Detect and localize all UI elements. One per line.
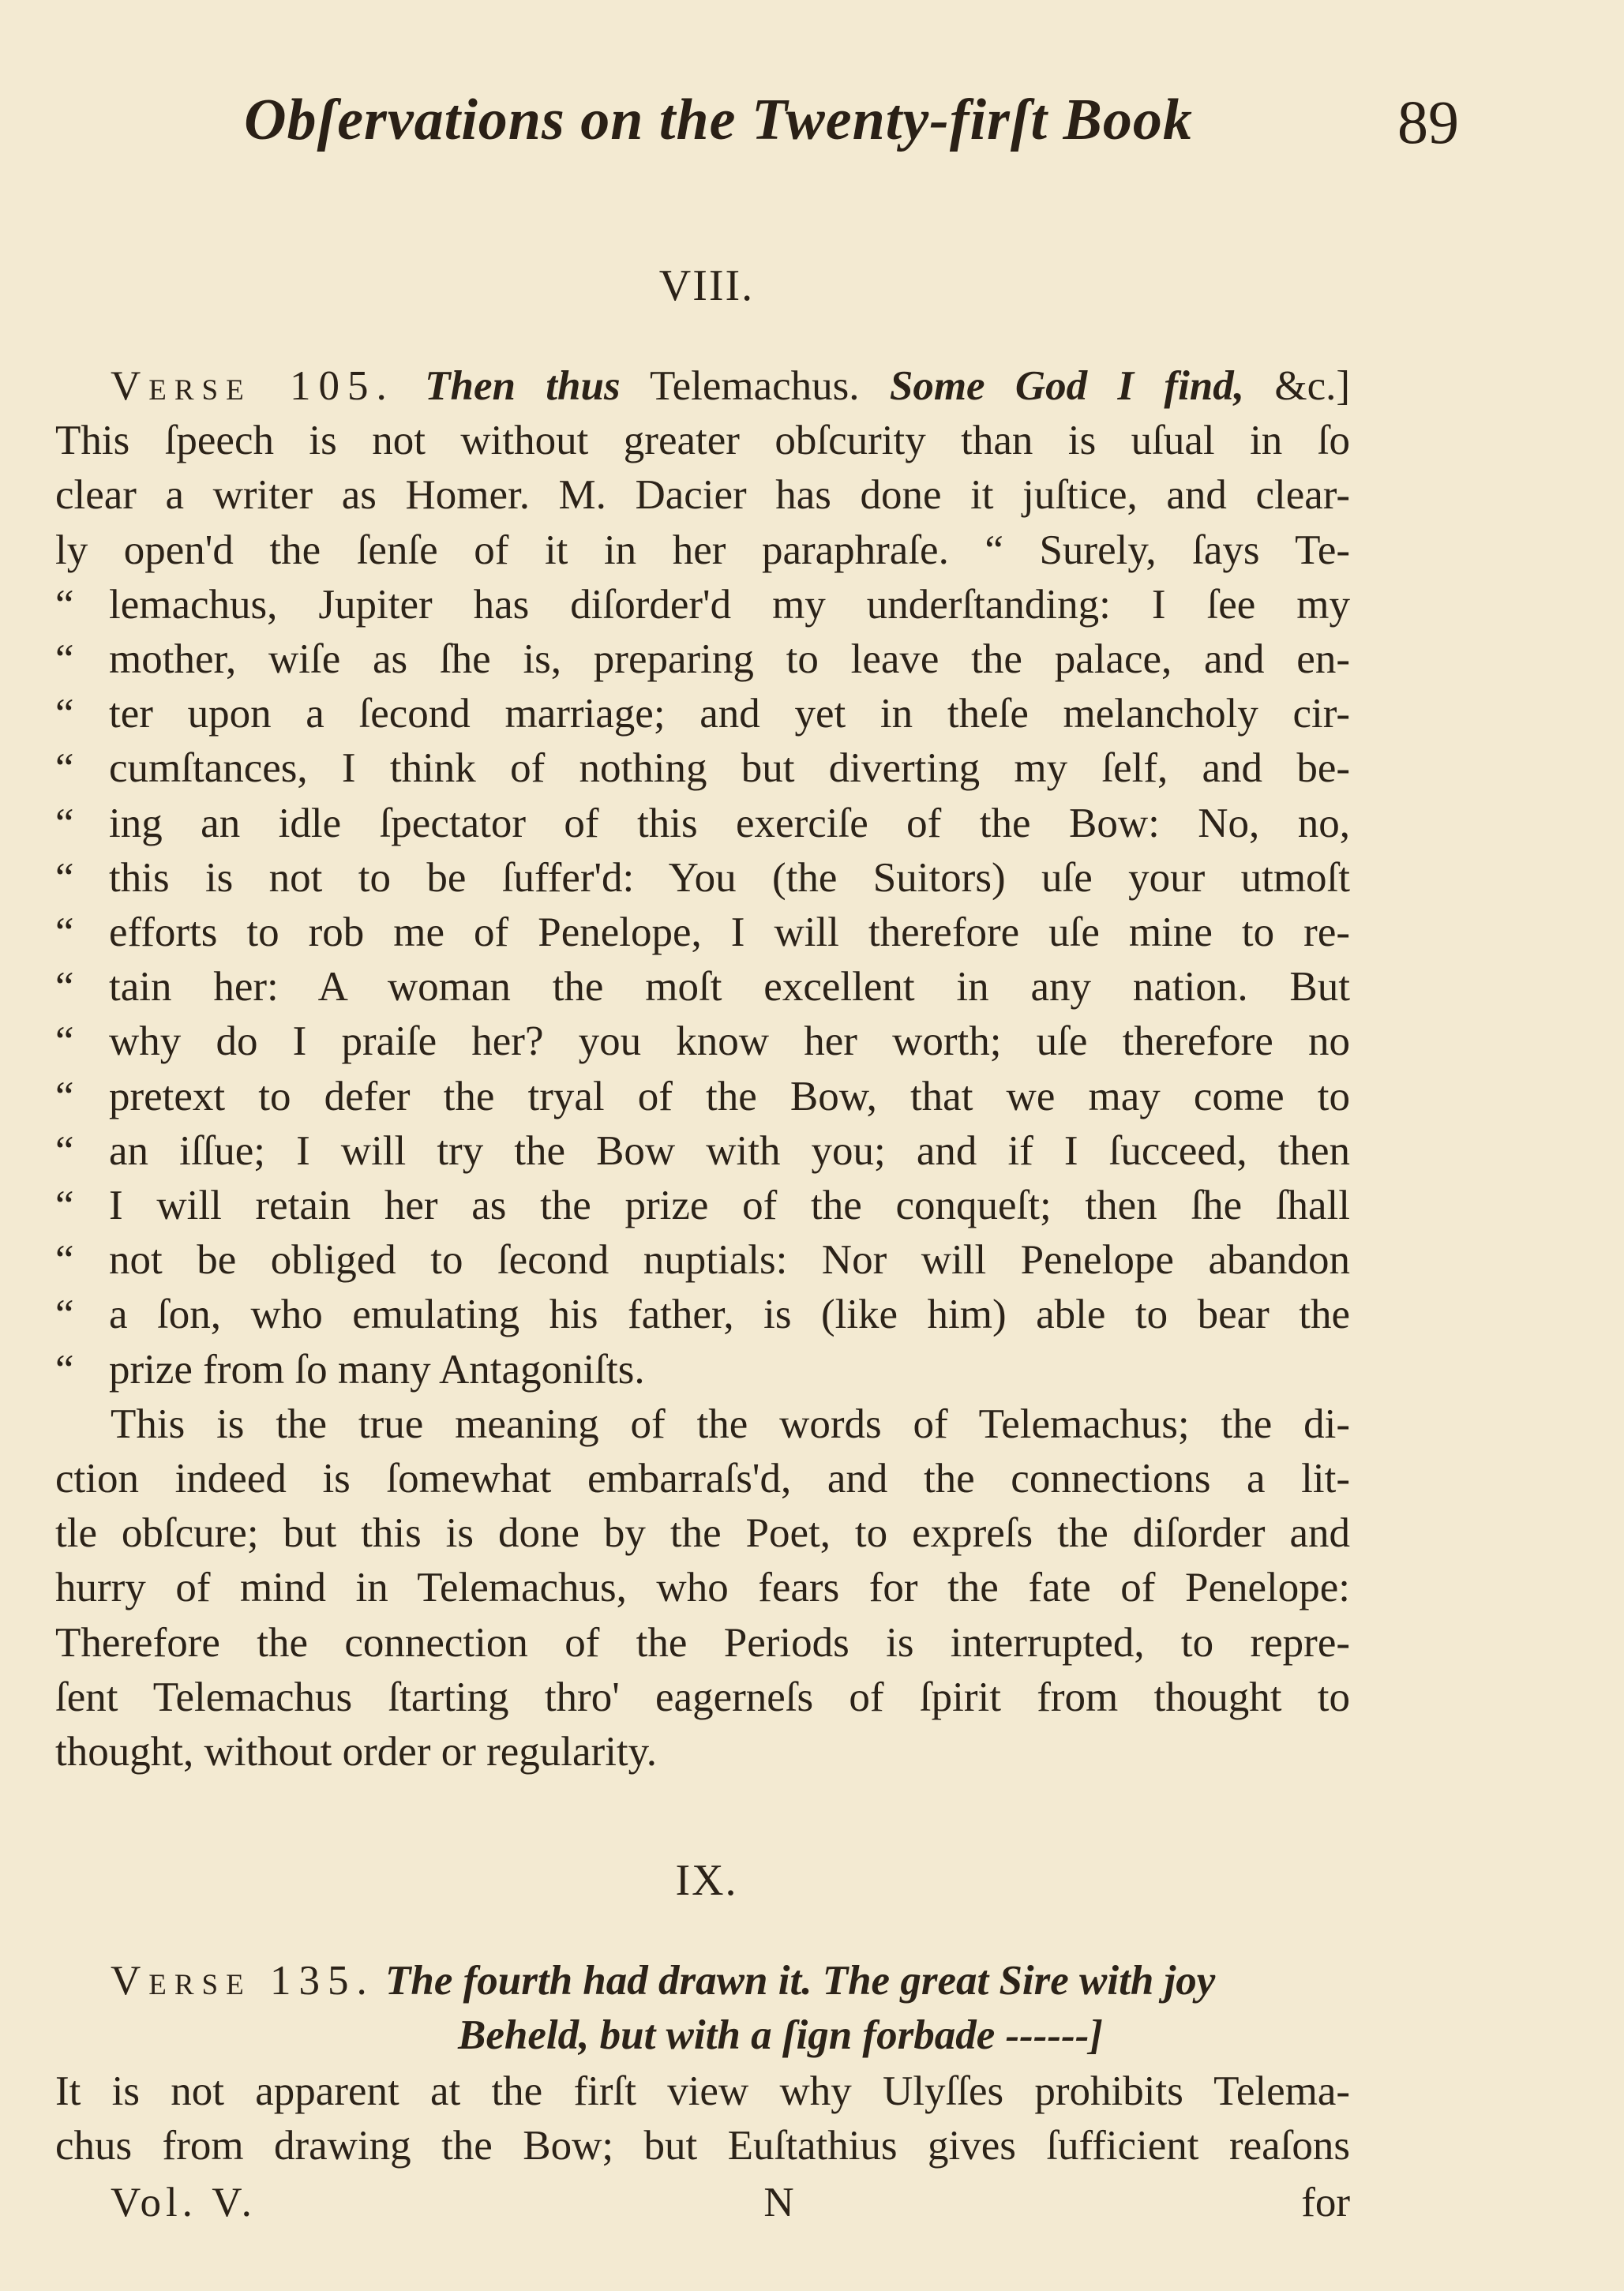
quoted-line: “ I will retain her as the prize of the conqueſt; then ſhe ſhall bbox=[55, 1183, 1350, 1229]
text-line: this is not to be ſuffer'd: You (the Suitors) uſe your utmoſt bbox=[109, 854, 1350, 901]
text-line: ly open'd the ſenſe of it in her paraphraſe. “ Surely, ſays Te- bbox=[55, 527, 1350, 573]
page-footer bbox=[111, 2179, 1350, 2226]
text-line: an iſſue; I will try the Bow with you; and if I ſucceed, then bbox=[109, 1127, 1350, 1174]
quoted-line: “ lemachus, Jupiter has diſorder'd my underſtanding: I ſee my bbox=[55, 581, 1350, 628]
section-number-viii: VIII. bbox=[658, 261, 755, 310]
text-line: I will retain her as the prize of the conqueſt; then ſhe ſhall bbox=[109, 1183, 1350, 1229]
text-line: tle obſcure; but this is done by the Poet, to expreſs the diſorder and bbox=[55, 1510, 1350, 1557]
quoted-line: “ an iſſue; I will try the Bow with you; and if I ſucceed, then bbox=[55, 1127, 1350, 1174]
verse-line-2: Beheld, but with a ſign forbade ------] bbox=[458, 2012, 1104, 2058]
quoted-line: “ why do I praiſe her? you know her worth; uſe therefore no bbox=[55, 1018, 1350, 1065]
running-title: Obſervations on the Twenty-firſt Book bbox=[244, 88, 1193, 152]
text-line: thought, without order or regularity. bbox=[55, 1729, 657, 1775]
text-line: This ſpeech is not without greater obſcurity than is uſual in ſo bbox=[55, 418, 1350, 464]
verse-label: Verse 105. bbox=[111, 363, 395, 409]
text-line: ing an idle ſpectator of this exerciſe of the Bow: No, no, bbox=[109, 800, 1350, 846]
text-line: ſent Telemachus ſtarting thro' eagerneſs of ſpirit from thought to bbox=[55, 1674, 1350, 1720]
text-line: efforts to rob me of Penelope, I will therefore uſe mine to re- bbox=[109, 909, 1350, 956]
text-line: This is the true meaning of the words of Telemachus; the di- bbox=[111, 1400, 1350, 1447]
text-line: mother, wiſe as ſhe is, preparing to leave the palace, and en- bbox=[109, 636, 1350, 683]
verse-quote-d: &c.] bbox=[1274, 363, 1350, 409]
text-line: ter upon a ſecond marriage; and yet in theſe melancholy cir- bbox=[109, 691, 1350, 737]
signature-mark: N bbox=[763, 2180, 794, 2225]
verse-quote-a: Then thus bbox=[425, 363, 621, 409]
text-line: chus from drawing the Bow; but Euſtathius gives ſufficient reaſons bbox=[55, 2123, 1350, 2169]
quoted-line: “ cumſtances, I think of nothing but diverting my ſelf, and be- bbox=[55, 745, 1350, 792]
text-line: why do I praiſe her? you know her worth; uſe therefore no bbox=[109, 1018, 1350, 1065]
quoted-line: “ mother, wiſe as ſhe is, preparing to leave the palace, and en- bbox=[55, 636, 1350, 683]
text-line: a ſon, who emulating his father, is (like him) able to bear the bbox=[109, 1292, 1350, 1338]
text-line: tain her: A woman the moſt excellent in any nation. But bbox=[109, 964, 1350, 1011]
quoted-line: “ a ſon, who emulating his father, is (like him) able to bear the bbox=[55, 1292, 1350, 1338]
verse-quote-c: Some God I find, bbox=[889, 363, 1245, 409]
quoted-line: “ ter upon a ſecond marriage; and yet in theſe melancholy cir- bbox=[55, 691, 1350, 737]
text-line: prize from ſo many Antagoniſts. bbox=[109, 1346, 645, 1393]
text-line: It is not apparent at the firſt view why Ulyſſes prohibits Telema- bbox=[55, 2068, 1350, 2114]
quoted-line: “ ing an idle ſpectator of this exerciſe of the Bow: No, no, bbox=[55, 800, 1350, 846]
quoted-line: “ prize from ſo many Antagoniſts. bbox=[55, 1346, 645, 1393]
quoted-line: “ not be obliged to ſecond nuptials: Nor will Penelope abandon bbox=[55, 1237, 1350, 1284]
section-number-ix: IX. bbox=[675, 1856, 738, 1905]
quoted-line: “ this is not to be ſuffer'd: You (the Suitors) uſe your utmoſt bbox=[55, 854, 1350, 901]
text-line: not be obliged to ſecond nuptials: Nor will Penelope abandon bbox=[109, 1237, 1350, 1284]
section-viii-text bbox=[55, 359, 1350, 1779]
section-ix-text bbox=[55, 2064, 1350, 2173]
verse-reference-135 bbox=[111, 1954, 1350, 2063]
text-line: ction indeed is ſomewhat embarraſs'd, and the connections a lit- bbox=[55, 1456, 1350, 1502]
text-line: pretext to defer the tryal of the Bow, that we may come to bbox=[109, 1073, 1350, 1119]
verse-label: Verse 135. bbox=[111, 1958, 375, 2004]
quoted-line: “ pretext to defer the tryal of the Bow, that we may come to bbox=[55, 1073, 1350, 1119]
text-line: cumſtances, I think of nothing but diverting my ſelf, and be- bbox=[109, 745, 1350, 792]
page-number: 89 bbox=[1397, 88, 1459, 156]
verse-reference-105 bbox=[55, 359, 1350, 414]
text-line: hurry of mind in Telemachus, who fears for the fate of Penelope: bbox=[55, 1565, 1350, 1611]
text-line: clear a writer as Homer. M. Dacier has done it juſtice, and clear- bbox=[55, 472, 1350, 519]
catchword: for bbox=[1301, 2180, 1350, 2225]
quoted-line: “ tain her: A woman the moſt excellent in any nation. But bbox=[55, 964, 1350, 1011]
verse-line-1: The fourth had drawn it. The great Sire with joy bbox=[384, 1958, 1216, 2004]
volume-label: Vol. V. bbox=[111, 2180, 257, 2225]
text-line: Therefore the connection of the Periods is interrupted, to repre- bbox=[55, 1619, 1350, 1666]
verse-line-2-wrap bbox=[111, 2008, 1350, 2063]
quoted-line: “ efforts to rob me of Penelope, I will therefore uſe mine to re- bbox=[55, 909, 1350, 956]
verse-quote-b: Telemachus. bbox=[649, 363, 860, 409]
text-line: lemachus, Jupiter has diſorder'd my underſtanding: I ſee my bbox=[109, 581, 1350, 628]
